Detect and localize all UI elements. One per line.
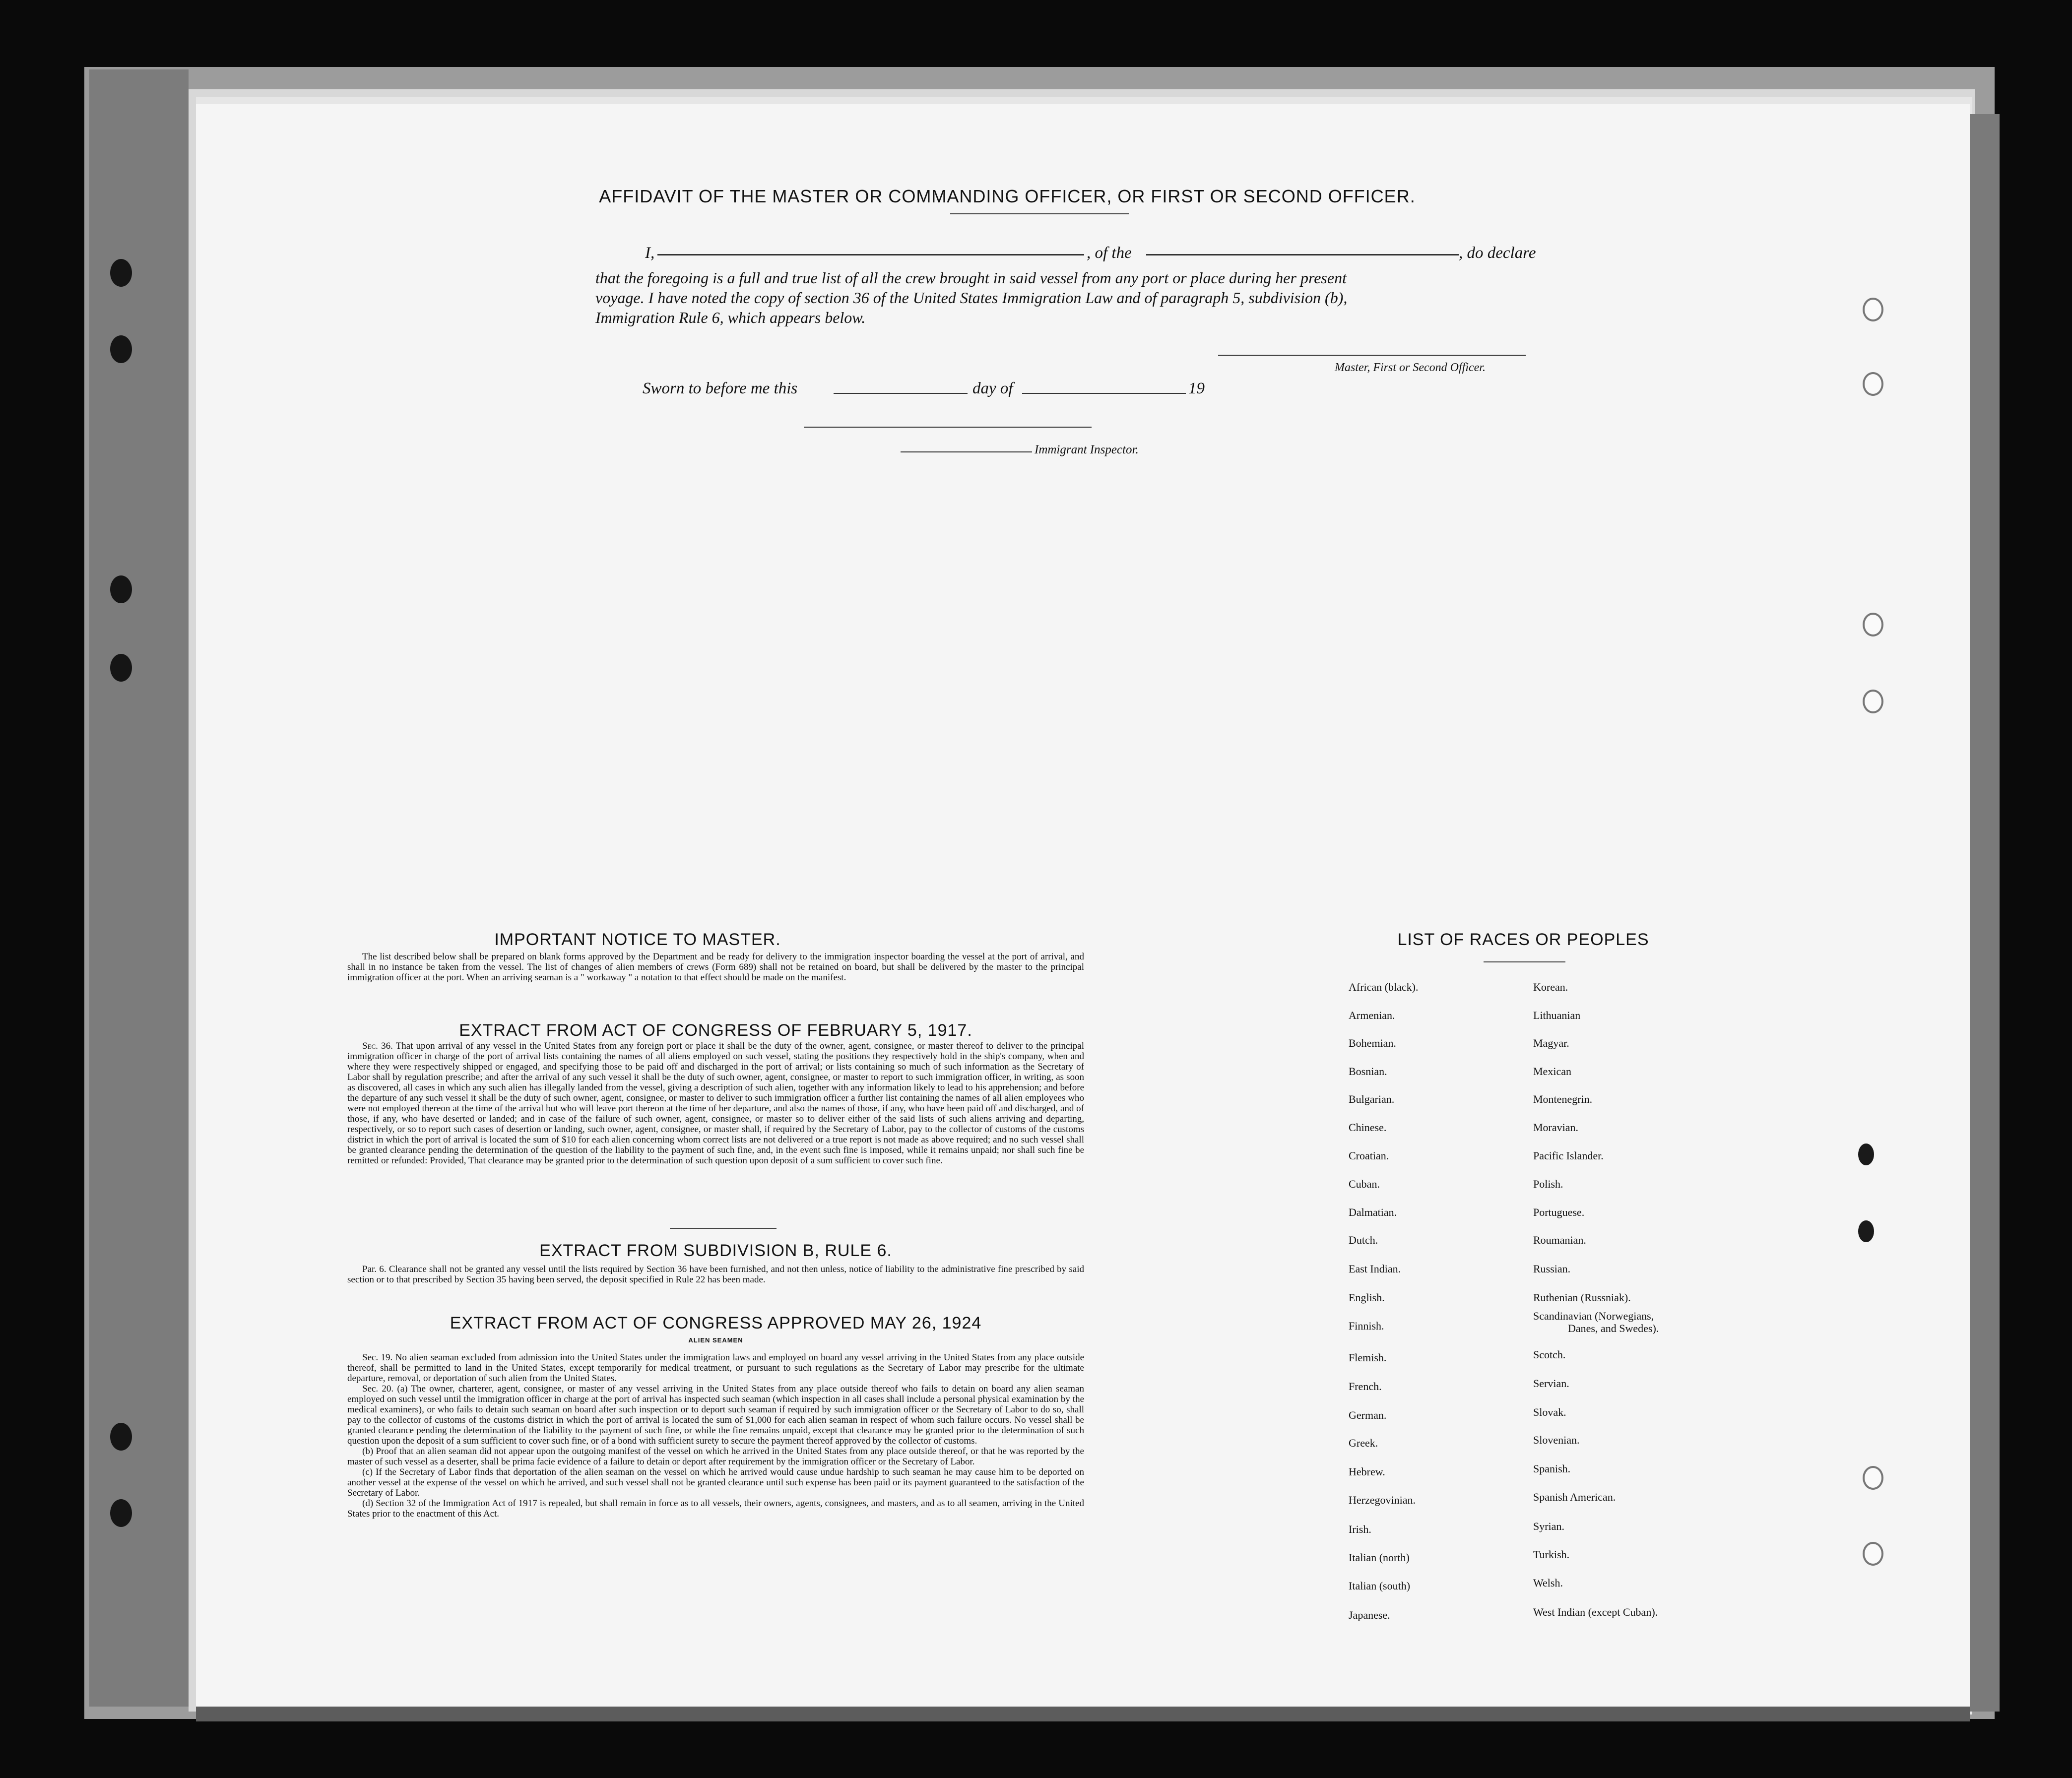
notice-title: IMPORTANT NOTICE TO MASTER. [494,930,781,949]
race-item-left: African (black). [1349,981,1419,993]
race-item-left: East Indian. [1349,1263,1401,1275]
race-item-left: Hebrew. [1349,1465,1385,1478]
punch-hole-icon [1858,1143,1874,1165]
inspector-signature-line-2 [901,451,1032,452]
sec-36-label: Sec. 36. [362,1041,393,1051]
sec-20d-paragraph: (d) Section 32 of the Immigration Act of 1917 is repealed, but shall remain in force as to all vessels, their owners, agents, consignees, and masters, and as to all seamen, arriving in the United States prior to the enactment of this Act. [347,1498,1084,1519]
race-item-continuation: Danes, and Swedes). [1568,1322,1659,1334]
race-item-left: Cuban. [1349,1178,1380,1190]
alien-seamen-subtitle: ALIEN SEAMEN [688,1336,743,1344]
sworn-label: Sworn to before me this [643,380,798,397]
race-item-left: Japanese. [1349,1609,1390,1621]
extract-1917-body [347,1041,1084,1166]
punch-hole-icon [1858,1220,1874,1242]
affidavit-title: AFFIDAVIT OF THE MASTER OR COMMANDING OFFICER, OR FIRST OR SECOND OFFICER. [599,186,1416,206]
extract-1924-body [347,1352,1084,1519]
title-rule [950,213,1129,214]
race-item-left: Greek. [1349,1437,1378,1449]
affidavit-of-the-label: , of the [1087,244,1132,262]
race-item-left: Croatian. [1349,1149,1389,1162]
sec-20a-paragraph: Sec. 20. (a) The owner, charterer, agent, consignee, or master of any vessel arriving in the United States from any place outside thereof who fails to detain on board any alien seaman employed on such vessel until the immigration officer in charge at the port of arrival has inspected such seaman (which inspection in all cases shall include a personal physical examination by the medical examiners), or who fails to detain such seaman on board after such inspection or to deport such seaman if required by such immigration officer or the Secretary of Labor to do so, shall pay to the collector of customs of the customs district in which the port of arrival is located the sum of $1,000 for each alien seaman in respect of whom such failure occurs. No vessel shall be granted clearance pending the determination of the liability to the payment of such fine, or while the fine remains unpaid, except that clearance may be granted prior to the determination of such question upon the deposit of a sum sufficient to cover such fine, or of a bond with sufficient surety to secure the payment thereof approved by the collector of customs. [347,1384,1084,1446]
race-item-left: German. [1349,1409,1387,1421]
affidavit-declare-label: , do declare [1459,244,1536,262]
race-item-right: Ruthenian (Russniak). [1533,1291,1631,1304]
race-item-left: Irish. [1349,1523,1371,1535]
race-item-right: Mexican [1533,1065,1571,1078]
extract-1924-title: EXTRACT FROM ACT OF CONGRESS APPROVED MAY 26, 1924 [450,1314,982,1333]
race-item-left: Bohemian. [1349,1037,1396,1049]
inspector-signature-line-1 [804,427,1092,428]
race-item-left: English. [1349,1291,1385,1304]
binder-hole-icon [110,1499,132,1527]
race-item-right: Spanish American. [1533,1491,1616,1503]
race-item-left: Chinese. [1349,1121,1387,1134]
sworn-day-line [834,393,968,394]
race-item-right: Scandinavian (Norwegians, [1533,1310,1654,1322]
affidavit-i-label: I, [645,244,655,262]
race-item-right: Pacific Islander. [1533,1149,1604,1162]
name-blank-line [657,254,1084,255]
race-item-right: Roumanian. [1533,1234,1586,1246]
race-item-left: Armenian. [1349,1009,1395,1021]
race-item-right: Lithuanian [1533,1009,1581,1021]
binder-hole-icon [110,654,132,682]
day-of-label: day of [972,380,1013,397]
race-item-right: Slovak. [1533,1406,1566,1418]
sec-20c-paragraph: (c) If the Secretary of Labor finds that deportation of the alien seaman on the vessel on which he arrived would cause undue hardship to such seaman he may cause him to be deported on another vessel at the expense of the vessel on which he arrived, and such vessel shall not be granted clearance until such expense has been paid or its payment guaranteed to the satisfaction of the Secretary of Labor. [347,1467,1084,1498]
punch-hole-icon [1863,1466,1883,1490]
race-item-right: Syrian. [1533,1520,1564,1532]
race-item-left: Herzegovinian. [1349,1494,1416,1506]
binder-hole-icon [110,575,132,603]
punch-hole-icon [1863,1542,1883,1566]
sec-20b-paragraph: (b) Proof that an alien seaman did not appear upon the outgoing manifest of the vessel on which he arrived in the United States from any place outside thereof, or that he was reported by the master of such vessel as a deserter, shall be prima facie evidence of a failure to detain or deport after requirement by the immigration officer or the Secretary of Labor. [347,1446,1084,1467]
race-item-left: French. [1349,1380,1382,1393]
vessel-blank-line [1146,254,1459,255]
inspector-caption: Immigrant Inspector. [1035,443,1139,456]
race-item-right: Moravian. [1533,1121,1579,1134]
year-label: 19 [1188,380,1205,397]
extract-1917-title: EXTRACT FROM ACT OF CONGRESS OF FEBRUARY 5, 1917. [459,1021,972,1040]
section-rule [670,1228,777,1229]
subdivision-b-title: EXTRACT FROM SUBDIVISION B, RULE 6. [539,1241,892,1260]
subdivision-b-body [347,1264,1084,1285]
race-item-left: Flemish. [1349,1351,1387,1364]
race-item-right: Polish. [1533,1178,1563,1190]
affidavit-body-line-2: voyage. I have noted the copy of section 36 of the United States Immigration Law and of paragraph 5, subdivision (b), [595,289,1348,307]
binder-hole-icon [110,335,132,363]
affidavit-body-line-1: that the foregoing is a full and true list of all the crew brought in said vessel from any port or place during her present [595,269,1347,287]
binder-hole-icon [110,259,132,287]
subdivision-b-paragraph: Par. 6. Clearance shall not be granted any vessel until the lists required by Section 36 have been furnished, and not then unless, notice of liability to the administrative fine prescribed by said section or to that prescribed by Section 35 having been served, the deposit specified in Rule 22 has been made. [347,1264,1084,1285]
race-item-right: Scotch. [1533,1348,1566,1361]
race-item-right: Montenegrin. [1533,1093,1593,1105]
punch-hole-icon [1863,613,1883,636]
race-item-right: West Indian (except Cuban). [1533,1606,1658,1618]
race-item-right: Russian. [1533,1263,1571,1275]
master-caption: Master, First or Second Officer. [1335,361,1486,374]
notice-paragraph: The list described below shall be prepared on blank forms approved by the Department and be ready for delivery to the immigration inspector boarding the vessel at the port of arrival, and shall in no instance be taken from the vessel. The list of changes of alien members of crews (Form 689) shall not be retained on board, but shall be delivered by the master to the principal immigration officer at the port. When an arriving seaman is a " workaway " a notation to that effect should be made on the manifest. [347,952,1084,983]
page-shadow-right [1970,114,2000,1712]
race-item-right: Turkish. [1533,1548,1570,1561]
master-signature-line [1218,355,1526,356]
notice-body [347,952,1084,983]
race-item-right: Servian. [1533,1377,1569,1390]
sec-19-paragraph: Sec. 19. No alien seaman excluded from admission into the United States under the immigration laws and employed on board any vessel arriving in the United States from any place outside thereof, shall be permitted to land in the United States, except temporarily for medical treatment, or pursuant to such regulations as the Secretary of Labor may prescribe for the ultimate departure, removal, or deportation of such alien from the United States. [347,1352,1084,1384]
race-item-left: Dalmatian. [1349,1206,1397,1218]
race-item-left: Italian (north) [1349,1551,1410,1564]
punch-hole-icon [1863,690,1883,713]
binder-hole-icon [110,1423,132,1451]
races-title-rule [1484,961,1565,962]
race-item-left: Bulgarian. [1349,1093,1395,1105]
affidavit-body-line-3: Immigration Rule 6, which appears below. [595,309,866,326]
race-item-right: Slovenian. [1533,1434,1580,1446]
race-item-right: Portuguese. [1533,1206,1585,1218]
race-item-left: Dutch. [1349,1234,1378,1246]
sworn-month-line [1022,393,1186,394]
race-item-left: Italian (south) [1349,1580,1411,1592]
race-item-right: Spanish. [1533,1462,1571,1475]
punch-hole-icon [1863,372,1883,396]
race-item-left: Finnish. [1349,1320,1384,1332]
race-item-right: Magyar. [1533,1037,1569,1049]
race-item-right: Welsh. [1533,1577,1563,1589]
sec-36-text: That upon arrival of any vessel in the United States from any foreign port or place it shall be the duty of the owner, agent, consignee, or master thereof to deliver to the principal immigration officer in charge of the port of arrival lists containing the names of all aliens employed on such vessel, stating the positions they respectively hold in the ship's company, when and where they were respectively shipped or engaged, and specifying those to be paid off and discharged in the port of arrival; or lists containing so much of such information as the Secretary of Labor shall by regulation prescribe; and after the arrival of any such vessel it shall be the duty of such owner, agent, consignee, or master to report to such immigration officer, in writing, as soon as discovered, all cases in which any such alien has illegally landed from the vessel, giving a description of such alien, together with any information likely to lead to his apprehension; and before the departure of any such vessel it shall be the duty of such owner, agent, consignee, or master to deliver to such immigration officer a further list containing the names of all alien employees who were not employed thereon at the time of the arrival but who will leave port thereon at the time of her departure, and also the names of those, if any, who have been paid off and discharged, and of those, if any, who have deserted or landed; and in case of the failure of such owner, agent, consignee, or master so to deliver either of the said lists of such aliens arriving and departing, respectively, or so to report such cases of desertion or landing, such owner, agent, consignee, or master shall, if required by the Secretary of Labor, pay to the collector of customs of the customs district in which the port of arrival is located the sum of $10 for each alien concerning whom correct lists are not delivered or a true report is not made as above required; and no such vessel shall be granted clearance pending the determination of the question of the liability to the payment of such fine, and, in the event such fine is imposed, while it remains unpaid; nor shall such fine be remitted or refunded: Provided, That clearance may be granted prior to the determination of such question upon deposit of a sum sufficient to cover such fine. [347,1041,1084,1166]
page-shadow-bottom [196,1707,1970,1721]
binder-spine [89,69,189,1707]
race-item-right: Korean. [1533,981,1568,993]
race-item-left: Bosnian. [1349,1065,1387,1078]
punch-hole-icon [1863,298,1883,321]
races-title: LIST OF RACES OR PEOPLES [1397,930,1649,949]
